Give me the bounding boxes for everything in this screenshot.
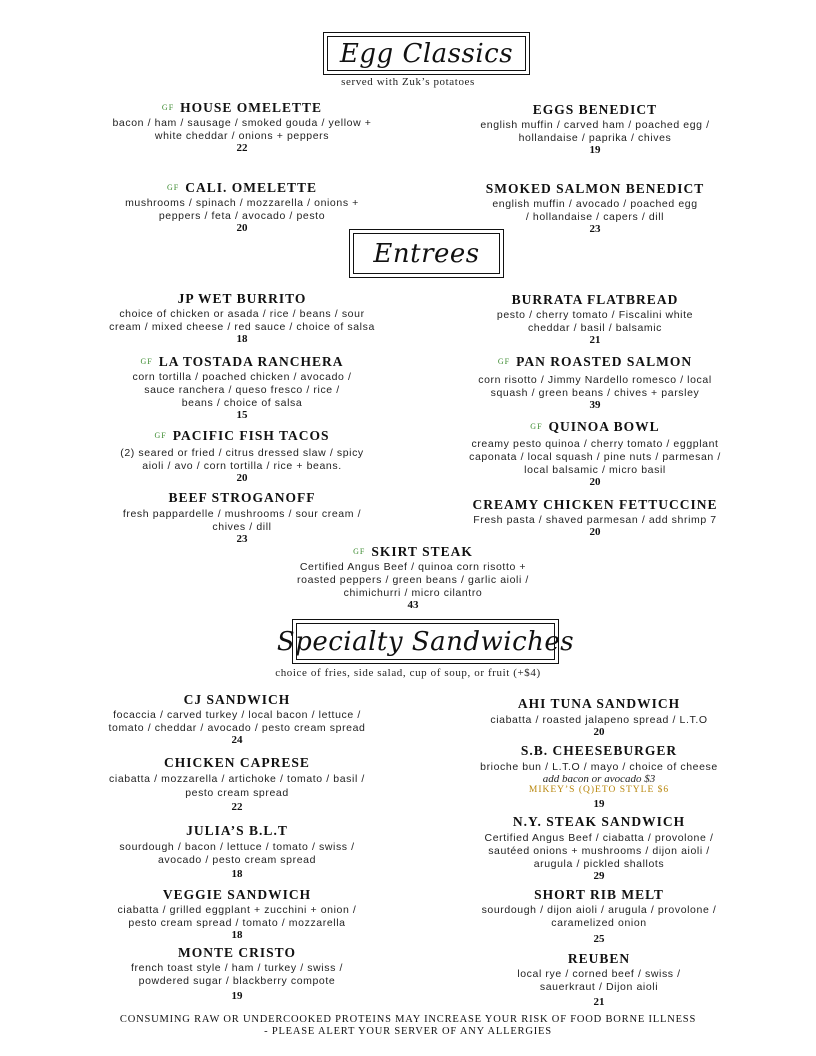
item-price: 18: [231, 868, 243, 880]
item-name: BURRATA FLATBREAD: [511, 292, 679, 307]
item-description: ciabatta / mozzarella / artichoke / tomato / basil /: [109, 773, 365, 785]
item-price: 20: [593, 726, 605, 738]
egg-classics-subtitle: served with Zuk’s potatoes: [341, 76, 475, 88]
item-description: brioche bun / L.T.O / mayo / choice of cheese: [480, 761, 718, 773]
item-price: 43: [407, 599, 419, 611]
item-name: HOUSE OMELETTE: [180, 100, 323, 115]
disclaimer-line: - PLEASE ALERT YOUR SERVER OF ANY ALLERGIES: [264, 1026, 552, 1037]
item-price: 22: [236, 142, 248, 154]
entrees-title: Entrees: [373, 238, 480, 269]
item-price: 19: [593, 798, 605, 810]
item-description: powdered sugar / blackberry compote: [138, 975, 336, 987]
item-name: REUBEN: [567, 951, 631, 966]
item-description: english muffin / avocado / poached egg: [492, 198, 698, 210]
item-price: 18: [231, 929, 243, 941]
item-description: sauerkraut / Dijon aioli: [539, 981, 659, 993]
item-name: PACIFIC FISH TACOS: [172, 428, 330, 443]
item-name: MONTE CRISTO: [178, 945, 296, 960]
item-name: LA TOSTADA RANCHERA: [158, 354, 344, 369]
item-name: SHORT RIB MELT: [534, 887, 664, 902]
item-name: SMOKED SALMON BENEDICT: [485, 181, 705, 196]
menu-item-house-omelette: [92, 100, 392, 154]
item-description: hollandaise / paprika / chives: [518, 132, 672, 144]
item-name: JP WET BURRITO: [177, 291, 307, 306]
menu-item-sb-cheeseburger: [449, 743, 749, 810]
item-price: 29: [593, 870, 605, 882]
item-name: BEEF STROGANOFF: [168, 490, 316, 505]
menu-item-cali-omelette: [92, 180, 392, 234]
item-name: N.Y. STEAK SANDWICH: [512, 814, 686, 829]
item-description: white cheddar / onions + peppers: [154, 130, 330, 142]
item-price: 39: [589, 399, 601, 411]
egg-classics-title-frame: [323, 32, 530, 75]
menu-item-monte-cristo: [87, 945, 387, 1002]
menu-item-pacific-fish-tacos: [92, 428, 392, 484]
gluten-free-badge: GF: [530, 422, 543, 431]
item-addon-note: add bacon or avocado $3: [542, 773, 656, 785]
item-description: french toast style / ham / turkey / swiss /: [131, 962, 343, 974]
item-price: 18: [236, 333, 248, 345]
item-description: (2) seared or fried / citrus dressed slaw / spicy: [120, 447, 364, 459]
menu-item-burrata-flatbread: [445, 292, 745, 346]
item-description: chives / dill: [212, 521, 272, 533]
item-description: arugula / pickled shallots: [533, 858, 665, 870]
item-description: pesto cream spread / tomato / mozzarella: [128, 917, 346, 929]
item-description: pesto cream spread: [185, 787, 289, 799]
gluten-free-badge: GF: [166, 183, 180, 192]
item-description: chimichurri / micro cilantro: [343, 587, 483, 599]
item-description: / hollandaise / capers / dill: [525, 211, 665, 223]
item-price: 24: [231, 734, 243, 746]
menu-item-smoked-salmon-benedict: [445, 181, 745, 235]
item-description: corn tortilla / poached chicken / avocado /: [132, 371, 352, 383]
menu-item-eggs-benedict: [445, 102, 745, 156]
item-description: ciabatta / roasted jalapeno spread / L.T.O: [490, 714, 708, 726]
item-description: Certified Angus Beef / quinoa corn risotto +: [299, 561, 527, 573]
menu-item-ahi-tuna-sandwich: [449, 696, 749, 738]
item-price: 15: [236, 409, 248, 421]
item-name: S.B. CHEESEBURGER: [520, 743, 678, 758]
item-description: avocado / pesto cream spread: [157, 854, 317, 866]
item-description: corn risotto / Jimmy Nardello romesco / local: [478, 374, 712, 386]
item-description: cheddar / basil / balsamic: [527, 322, 663, 334]
menu-item-quinoa-bowl: [445, 419, 745, 488]
entrees-title-frame: [349, 229, 504, 278]
item-name: CREAMY CHICKEN FETTUCCINE: [472, 497, 718, 512]
item-name: EGGS BENEDICT: [532, 102, 658, 117]
item-name: PAN ROASTED SALMON: [516, 354, 693, 369]
item-description: ciabatta / grilled eggplant + zucchini + onion /: [117, 904, 357, 916]
item-description: caramelized onion: [551, 917, 647, 929]
item-price: 23: [236, 533, 248, 545]
egg-classics-title: Egg Classics: [339, 38, 514, 69]
item-price: 20: [589, 526, 601, 538]
sandwiches-subtitle: choice of fries, side salad, cup of soup, or fruit (+$4): [275, 667, 541, 679]
menu-item-reuben: [449, 951, 749, 1008]
item-description: sauce ranchera / queso fresco / rice /: [144, 384, 340, 396]
item-price: 19: [231, 990, 243, 1002]
menu-item-ny-steak-sandwich: [449, 814, 749, 882]
item-description: choice of chicken or asada / rice / beans / sour: [119, 308, 365, 320]
item-description: beans / choice of salsa: [181, 397, 303, 409]
item-description: fresh pappardelle / mushrooms / sour cream /: [122, 508, 362, 520]
menu-item-veggie-sandwich: [87, 887, 387, 941]
item-name: JULIA’S B.L.T: [186, 823, 288, 838]
item-description: sourdough / bacon / lettuce / tomato / swiss /: [119, 841, 355, 853]
item-price: 20: [236, 222, 248, 234]
keto-style-note: MIKEY’S (Q)ETO STYLE $6: [528, 785, 670, 795]
item-description: squash / green beans / chives + parsley: [490, 387, 700, 399]
sandwiches-title: Specialty Sandwiches: [276, 626, 575, 657]
item-description: roasted peppers / green beans / garlic aioli /: [297, 574, 529, 586]
menu-item-julias-blt: [87, 823, 387, 880]
gluten-free-badge: GF: [161, 103, 175, 112]
gluten-free-badge: GF: [140, 357, 153, 366]
item-description: mushrooms / spinach / mozzarella / onions +: [125, 197, 359, 209]
item-description: caponata / local squash / pine nuts / parmesan /: [469, 451, 721, 463]
item-description: cream / mixed cheese / red sauce / choice of salsa: [109, 321, 375, 333]
item-price: 25: [593, 933, 605, 945]
item-description: english muffin / carved ham / poached egg /: [480, 119, 710, 131]
item-name: AHI TUNA SANDWICH: [517, 696, 681, 711]
item-price: 21: [593, 996, 605, 1008]
item-price: 20: [236, 472, 248, 484]
disclaimer-line: CONSUMING RAW OR UNDERCOOKED PROTEINS MAY INCREASE YOUR RISK OF FOOD BORNE ILLNESS: [119, 1014, 697, 1025]
sandwiches-title-frame: [276, 619, 575, 664]
gluten-free-badge: GF: [497, 357, 511, 366]
menu-item-la-tostada-ranchera: [92, 354, 392, 421]
item-price: 23: [589, 223, 601, 235]
item-name: CHICKEN CAPRESE: [164, 755, 310, 770]
item-description: local balsamic / micro basil: [524, 464, 666, 476]
item-description: local rye / corned beef / swiss /: [517, 968, 681, 980]
item-description: peppers / feta / avocado / pesto: [158, 210, 326, 222]
gluten-free-badge: GF: [154, 431, 167, 440]
item-price: 22: [231, 801, 243, 813]
item-price: 19: [589, 144, 601, 156]
item-name: CJ SANDWICH: [183, 692, 291, 707]
item-description: sourdough / dijon aioli / arugula / provolone /: [481, 904, 717, 916]
menu-item-jp-wet-burrito: [92, 291, 392, 345]
item-price: 20: [589, 476, 601, 488]
menu-item-chicken-caprese: [87, 755, 387, 813]
gluten-free-badge: GF: [353, 547, 366, 556]
item-description: pesto / cherry tomato / Fiscalini white: [496, 309, 694, 321]
item-description: tomato / cheddar / avocado / pesto cream spread: [108, 722, 366, 734]
menu-item-skirt-steak: [263, 544, 563, 611]
item-description: bacon / ham / sausage / smoked gouda / yellow +: [112, 117, 372, 129]
item-description: aioli / avo / corn tortilla / rice + beans.: [142, 460, 342, 472]
item-description: Fresh pasta / shaved parmesan / add shrimp 7: [473, 514, 717, 526]
menu-item-creamy-chicken-fettuccine: [445, 497, 745, 538]
item-price: 21: [589, 334, 601, 346]
item-name: VEGGIE SANDWICH: [162, 887, 312, 902]
menu-item-short-rib-melt: [449, 887, 749, 945]
item-description: Certified Angus Beef / ciabatta / provolone /: [484, 832, 714, 844]
item-name: CALI. OMELETTE: [185, 180, 317, 195]
item-description: focaccia / carved turkey / local bacon / lettuce /: [113, 709, 361, 721]
menu-item-beef-stroganoff: [92, 490, 392, 545]
item-description: sautéed onions + mushrooms / dijon aioli /: [488, 845, 710, 857]
menu-item-pan-roasted-salmon: [445, 354, 745, 411]
menu-item-cj-sandwich: [87, 692, 387, 746]
allergy-disclaimer: [0, 1014, 816, 1038]
item-name: SKIRT STEAK: [371, 544, 473, 559]
item-description: creamy pesto quinoa / cherry tomato / eggplant: [471, 438, 719, 450]
item-name: QUINOA BOWL: [548, 419, 660, 434]
